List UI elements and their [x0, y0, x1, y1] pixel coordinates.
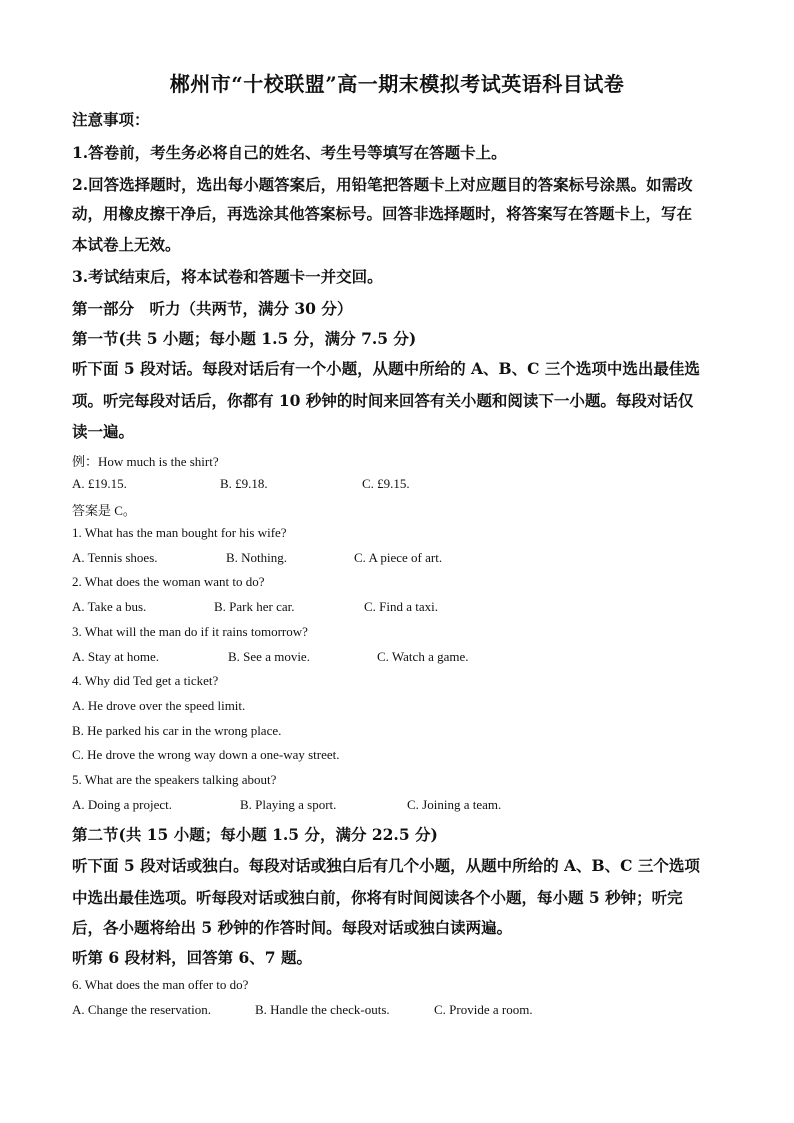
example-option-b: B. £9.18. [220, 476, 268, 491]
material-6-heading: 听第 6 段材料，回答第 6、7 题。 [72, 948, 312, 967]
note-2-line-2: 动，用橡皮擦干净后，再选涂其他答案标号。回答非选择题时，将答案写在答题卡上，写在 [72, 204, 693, 223]
question-3-option-c: C. Watch a game. [377, 649, 469, 664]
question-4-option-a: A. He drove over the speed limit. [72, 698, 246, 713]
example-answer: 答案是 C。 [72, 503, 136, 518]
question-5-option-b: B. Playing a sport. [240, 797, 337, 812]
section2-instruction-line-3: 后，各小题将给出 5 秒钟的作答时间。每段对话或独白读两遍。 [72, 918, 513, 937]
question-6-option-a: A. Change the reservation. [72, 1002, 211, 1017]
question-2: 2. What does the woman want to do? [72, 574, 265, 589]
exam-title: 郴州市“十校联盟”高一期末模拟考试英语科目试卷 [169, 72, 625, 96]
question-1-option-b: B. Nothing. [226, 550, 288, 565]
section1-instruction-line-1: 听下面 5 段对话。每段对话后有一个小题，从题中所给的 A、B、C 三个选项中选出最佳选 [72, 359, 700, 378]
question-1-option-a: A. Tennis shoes. [72, 550, 158, 565]
question-3-option-b: B. See a movie. [228, 649, 310, 664]
question-2-option-c: C. Find a taxi. [364, 599, 439, 614]
question-6: 6. What does the man offer to do? [72, 977, 249, 992]
question-5-option-c: C. Joining a team. [407, 797, 502, 812]
section2-instruction-line-2: 中选出最佳选项。听每段对话或独白前，你将有时间阅读各个小题，每小题 5 秒钟；听完 [72, 888, 683, 907]
section1-instruction-line-2: 项。听完每段对话后，你都有 10 秒钟的时间来回答有关小题和阅读下一小题。每段对话仅 [72, 391, 694, 410]
section2-instruction-line-1: 听下面 5 段对话或独白。每段对话或独白后有几个小题，从题中所给的 A、B、C 三个选项 [72, 856, 700, 875]
question-1-option-c: C. A piece of art. [354, 550, 443, 565]
question-4-option-c: C. He drove the wrong way down a one-way street. [72, 747, 340, 762]
notes-heading: 注意事项： [72, 110, 150, 129]
part1-heading: 第一部分 听力（共两节，满分 30 分） [72, 299, 353, 318]
question-5-option-a: A. Doing a project. [72, 797, 173, 812]
example-option-c: C. £9.15. [362, 476, 410, 491]
question-4-option-b: B. He parked his car in the wrong place. [72, 723, 282, 738]
note-2-line-3: 本试卷上无效。 [72, 235, 181, 254]
question-2-option-b: B. Park her car. [214, 599, 295, 614]
question-2-option-a: A. Take a bus. [72, 599, 147, 614]
question-3: 3. What will the man do if it rains tomorrow? [72, 624, 308, 639]
section2-heading: 第二节(共 15 小题；每小题 1.5 分，满分 22.5 分) [72, 825, 438, 844]
note-3: 3.考试结束后，将本试卷和答题卡一并交回。 [72, 267, 383, 286]
example-question: 例：How much is the shirt? [72, 454, 219, 469]
note-2-line-1: 2.回答选择题时，选出每小题答案后，用铅笔把答题卡上对应题目的答案标号涂黑。如需改 [72, 175, 693, 194]
question-4: 4. Why did Ted get a ticket? [72, 673, 219, 688]
example-option-a: A. £19.15. [72, 476, 127, 491]
question-6-option-b: B. Handle the check-outs. [255, 1002, 390, 1017]
note-1: 1.答卷前，考生务必将自己的姓名、考生号等填写在答题卡上。 [72, 143, 507, 162]
question-5: 5. What are the speakers talking about? [72, 772, 277, 787]
question-6-option-c: C. Provide a room. [434, 1002, 533, 1017]
question-1: 1. What has the man bought for his wife? [72, 525, 287, 540]
question-3-option-a: A. Stay at home. [72, 649, 160, 664]
section1-heading: 第一节(共 5 小题；每小题 1.5 分，满分 7.5 分) [72, 329, 417, 348]
section1-instruction-line-3: 读一遍。 [72, 422, 135, 441]
